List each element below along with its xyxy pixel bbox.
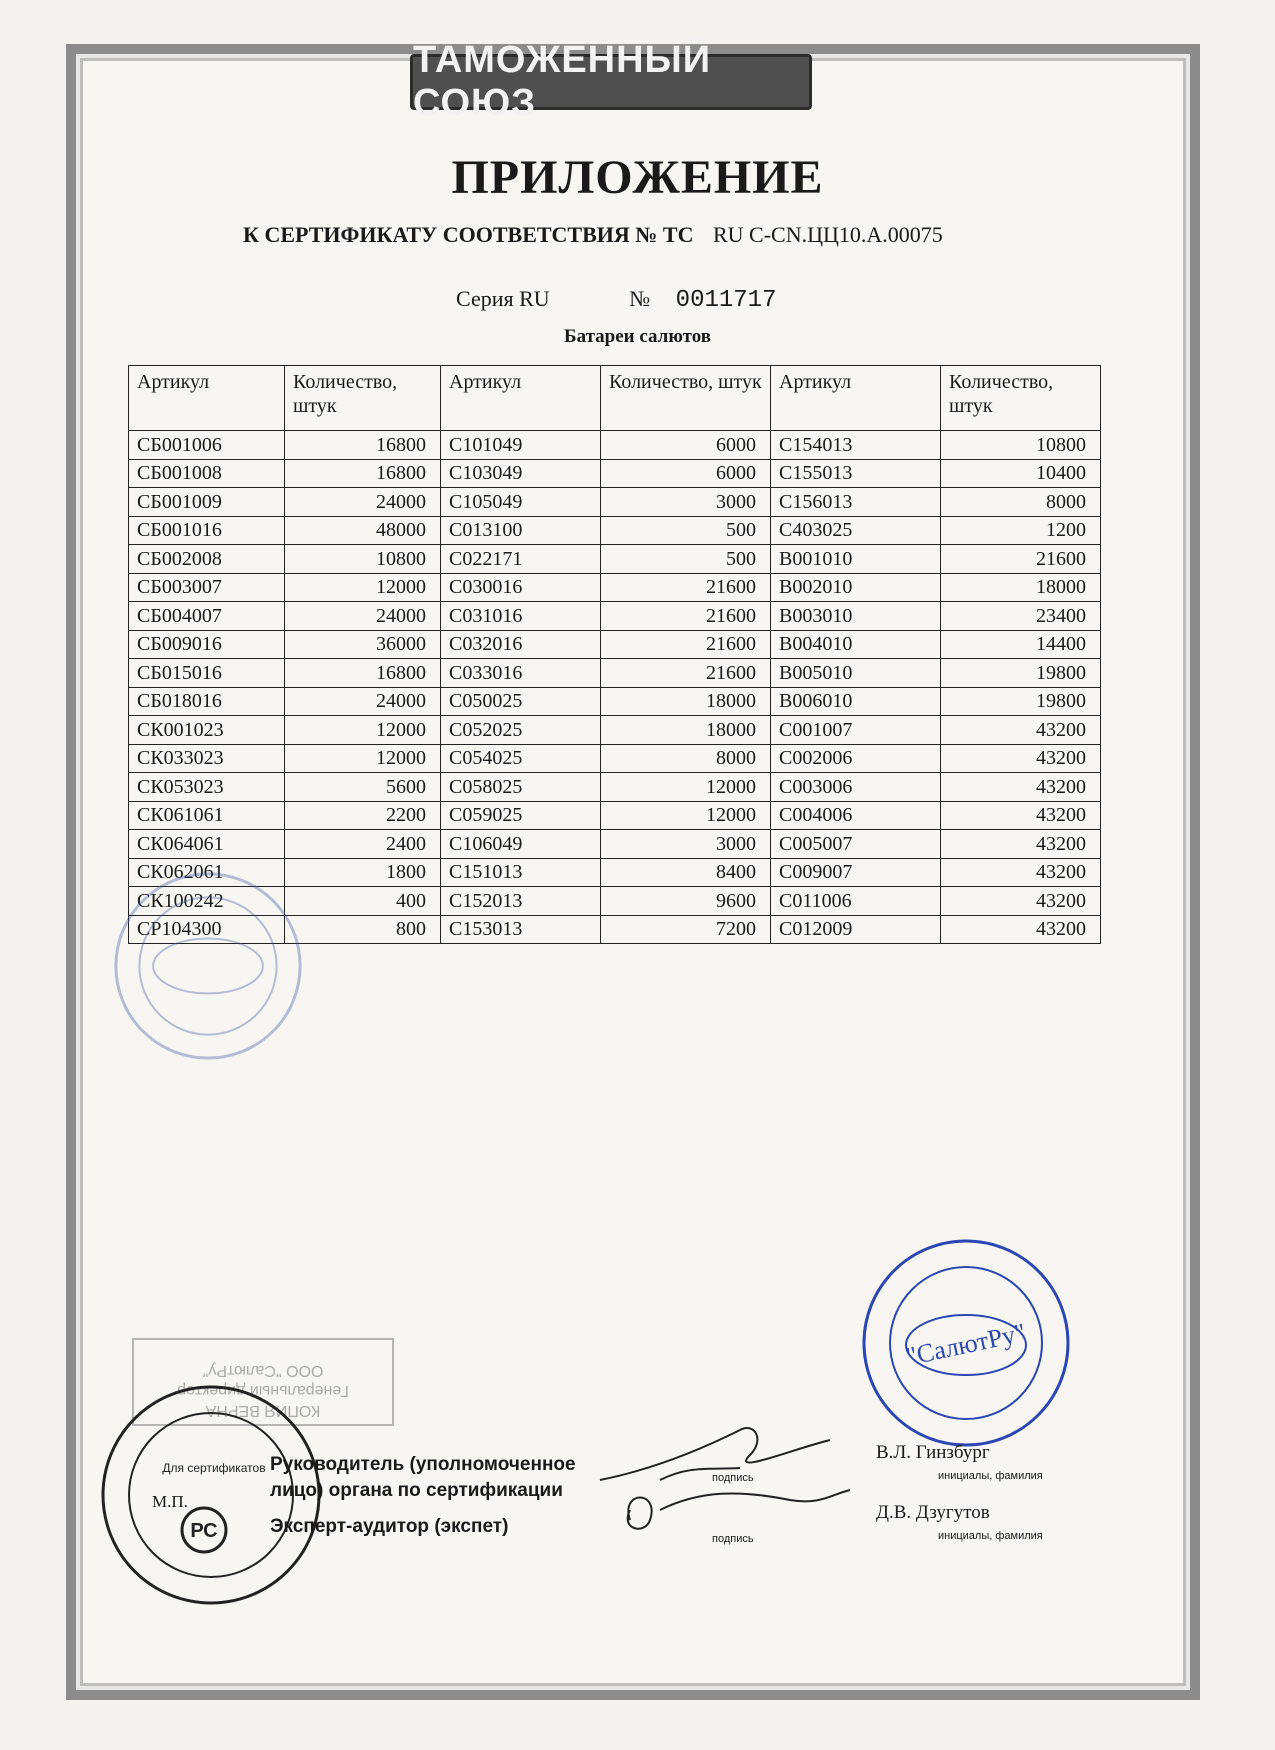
signature-caption: подпись: [712, 1533, 754, 1545]
article-cell: С156013: [771, 488, 941, 517]
article-cell: С030016: [441, 573, 601, 602]
quantity-cell: 10800: [941, 431, 1101, 460]
article-cell: СК061061: [129, 801, 285, 830]
table-row: [129, 573, 1101, 602]
quantity-cell: 43200: [941, 716, 1101, 745]
quantity-cell: 8400: [601, 858, 771, 887]
copy-stamp-line: Генеральный директор: [177, 1382, 349, 1399]
head-label-line: лицо) органа по сертификации: [270, 1480, 563, 1501]
table-row: [129, 744, 1101, 773]
article-cell: СБ015016: [129, 659, 285, 688]
quantity-cell: 16800: [285, 459, 441, 488]
quantity-cell: 7200: [601, 915, 771, 944]
article-cell: В001010: [771, 545, 941, 574]
table-row: [129, 659, 1101, 688]
quantity-cell: 43200: [941, 744, 1101, 773]
quantity-cell: 43200: [941, 887, 1101, 916]
quantity-cell: 43200: [941, 915, 1101, 944]
quantity-cell: 2200: [285, 801, 441, 830]
article-cell: С152013: [441, 887, 601, 916]
certificate-number: RU C-CN.ЦЦ10.А.00075: [712, 222, 943, 247]
table-row: [129, 488, 1101, 517]
quantity-cell: 18000: [601, 716, 771, 745]
column-header: Артикул: [441, 366, 601, 431]
certificate-label: К СЕРТИФИКАТУ СООТВЕТСТВИЯ № ТС: [243, 222, 694, 247]
quantity-cell: 16800: [285, 431, 441, 460]
table-subtitle: Батареи салютов: [564, 326, 711, 347]
article-cell: С155013: [771, 459, 941, 488]
quantity-cell: 12000: [285, 573, 441, 602]
article-cell: С003006: [771, 773, 941, 802]
table-row: [129, 773, 1101, 802]
table-row: [129, 602, 1101, 631]
article-cell: СБ004007: [129, 602, 285, 631]
article-cell: С032016: [441, 630, 601, 659]
head-label-line: Руководитель (уполномоченное: [270, 1454, 576, 1475]
article-cell: СК033023: [129, 744, 285, 773]
quantity-cell: 14400: [941, 630, 1101, 659]
name-caption: инициалы, фамилия: [938, 1470, 1043, 1482]
quantity-cell: 6000: [601, 431, 771, 460]
quantity-cell: 8000: [941, 488, 1101, 517]
quantity-cell: 24000: [285, 687, 441, 716]
quantity-cell: 24000: [285, 488, 441, 517]
copy-stamp-line: ООО "СалютРу": [202, 1362, 324, 1379]
article-cell: С011006: [771, 887, 941, 916]
quantity-cell: 3000: [601, 488, 771, 517]
article-cell: С012009: [771, 915, 941, 944]
table-row: [129, 545, 1101, 574]
quantity-cell: 43200: [941, 801, 1101, 830]
article-cell: СБ009016: [129, 630, 285, 659]
article-cell: СК064061: [129, 830, 285, 859]
quantity-cell: 19800: [941, 687, 1101, 716]
article-cell: СБ001016: [129, 516, 285, 545]
article-cell: С001007: [771, 716, 941, 745]
quantity-cell: 12000: [601, 801, 771, 830]
head-signatory-label: [270, 1452, 630, 1504]
quantity-cell: 10400: [941, 459, 1101, 488]
article-cell: СБ001008: [129, 459, 285, 488]
quantity-cell: 43200: [941, 830, 1101, 859]
table-row: [129, 801, 1101, 830]
quantity-cell: 1200: [941, 516, 1101, 545]
svg-text:РС: РС: [190, 1520, 218, 1542]
article-cell: С050025: [441, 687, 601, 716]
article-cell: С002006: [771, 744, 941, 773]
quantity-cell: 16800: [285, 659, 441, 688]
quantity-cell: 500: [601, 545, 771, 574]
quantity-cell: 12000: [601, 773, 771, 802]
article-cell: С153013: [441, 915, 601, 944]
article-cell: В006010: [771, 687, 941, 716]
article-cell: СР104300: [129, 915, 285, 944]
article-cell: СК100242: [129, 887, 285, 916]
name-caption: инициалы, фамилия: [938, 1530, 1043, 1542]
quantity-cell: 9600: [601, 887, 771, 916]
article-cell: С103049: [441, 459, 601, 488]
quantity-cell: 6000: [601, 459, 771, 488]
quantity-cell: 21600: [601, 602, 771, 631]
series-number-label: №: [629, 286, 651, 311]
customs-union-banner: ТАМОЖЕННЫЙ СОЮЗ: [410, 54, 812, 110]
article-cell: СБ003007: [129, 573, 285, 602]
table-row: [129, 431, 1101, 460]
table-row: [129, 830, 1101, 859]
batteries-table: [128, 365, 1101, 944]
article-cell: С105049: [441, 488, 601, 517]
quantity-cell: 36000: [285, 630, 441, 659]
article-cell: С151013: [441, 858, 601, 887]
article-cell: С106049: [441, 830, 601, 859]
stamp-left-text: Для сертификатов: [162, 1461, 266, 1475]
article-cell: С101049: [441, 431, 601, 460]
article-cell: СК062061: [129, 858, 285, 887]
quantity-cell: 18000: [601, 687, 771, 716]
quantity-cell: 43200: [941, 773, 1101, 802]
quantity-cell: 21600: [601, 573, 771, 602]
article-cell: С005007: [771, 830, 941, 859]
expert-signatory-name: Д.В. Дзугутов: [876, 1502, 990, 1523]
article-cell: СК053023: [129, 773, 285, 802]
page-title: ПРИЛОЖЕНИЕ: [451, 151, 824, 204]
table-header-row: [129, 366, 1101, 431]
quantity-cell: 800: [285, 915, 441, 944]
quantity-cell: 19800: [941, 659, 1101, 688]
article-cell: СК001023: [129, 716, 285, 745]
article-cell: С058025: [441, 773, 601, 802]
column-header: Артикул: [771, 366, 941, 431]
quantity-cell: 10800: [285, 545, 441, 574]
article-cell: С031016: [441, 602, 601, 631]
quantity-cell: 12000: [285, 716, 441, 745]
column-header: Артикул: [129, 366, 285, 431]
table-row: [129, 459, 1101, 488]
article-cell: С013100: [441, 516, 601, 545]
article-cell: С022171: [441, 545, 601, 574]
article-cell: С052025: [441, 716, 601, 745]
quantity-cell: 12000: [285, 744, 441, 773]
column-header: Количество, штук: [285, 366, 441, 431]
article-cell: В004010: [771, 630, 941, 659]
series-label: Серия RU: [456, 286, 550, 311]
quantity-cell: 48000: [285, 516, 441, 545]
article-cell: С009007: [771, 858, 941, 887]
quantity-cell: 18000: [941, 573, 1101, 602]
table-row: [129, 516, 1101, 545]
quantity-cell: 24000: [285, 602, 441, 631]
article-cell: В005010: [771, 659, 941, 688]
article-cell: С059025: [441, 801, 601, 830]
quantity-cell: 3000: [601, 830, 771, 859]
article-cell: СБ001009: [129, 488, 285, 517]
article-cell: СБ001006: [129, 431, 285, 460]
signature-caption: подпись: [712, 1472, 754, 1484]
company-stamp: [858, 1235, 1074, 1451]
quantity-cell: 21600: [941, 545, 1101, 574]
column-header: Количество, штук: [601, 366, 771, 431]
head-signatory-name: В.Л. Гинзбург: [876, 1442, 990, 1463]
quantity-cell: 400: [285, 887, 441, 916]
article-cell: СБ018016: [129, 687, 285, 716]
column-header: Количество, штук: [941, 366, 1101, 431]
stamp-right-text: "СалютРу": [903, 1317, 1029, 1372]
article-cell: С154013: [771, 431, 941, 460]
article-cell: В003010: [771, 602, 941, 631]
certificate-line: [243, 222, 943, 248]
faint-company-stamp: [110, 868, 306, 1064]
quantity-cell: 1800: [285, 858, 441, 887]
article-cell: С054025: [441, 744, 601, 773]
quantity-cell: 23400: [941, 602, 1101, 631]
article-cell: С403025: [771, 516, 941, 545]
expert-signatory-label: Эксперт-аудитор (экспет): [270, 1516, 509, 1537]
copy-stamp-line: КОПИЯ ВЕРНА: [205, 1402, 321, 1419]
quantity-cell: 2400: [285, 830, 441, 859]
article-cell: В002010: [771, 573, 941, 602]
series-line: [456, 286, 777, 314]
article-cell: СБ002008: [129, 545, 285, 574]
quantity-cell: 8000: [601, 744, 771, 773]
table-row: [129, 687, 1101, 716]
table-row: [129, 716, 1101, 745]
quantity-cell: 21600: [601, 659, 771, 688]
seal-place-label: М.П.: [152, 1492, 188, 1511]
series-number: 0011717: [675, 287, 777, 314]
article-cell: С004006: [771, 801, 941, 830]
quantity-cell: 21600: [601, 630, 771, 659]
quantity-cell: 500: [601, 516, 771, 545]
quantity-cell: 5600: [285, 773, 441, 802]
quantity-cell: 43200: [941, 858, 1101, 887]
article-cell: С033016: [441, 659, 601, 688]
table-row: [129, 630, 1101, 659]
